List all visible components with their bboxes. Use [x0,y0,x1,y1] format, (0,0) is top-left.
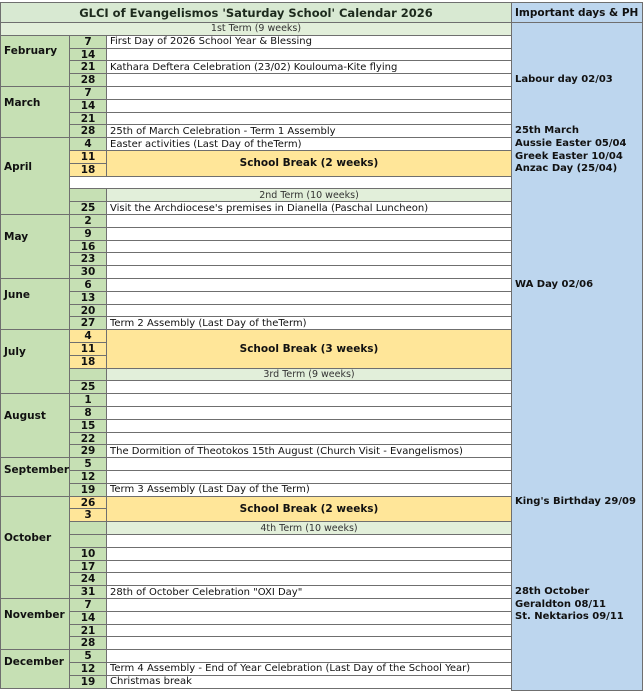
week-event [106,649,512,663]
week-date: 14 [69,48,107,62]
term-header: 2nd Term (10 weeks) [106,188,512,202]
week-event [106,214,512,228]
week-date: 14 [69,99,107,113]
week-date: 28 [69,636,107,650]
week-date: 21 [69,112,107,126]
week-event [106,636,512,650]
important-day: St. Nektarios 09/11 [515,611,624,623]
week-event [106,291,512,305]
important-day: 28th October [515,585,590,597]
week-date: 15 [69,419,107,433]
week-date: 8 [69,406,107,420]
week-date: 7 [69,86,107,100]
week-date: 29 [69,444,107,458]
week-event: Term 4 Assembly - End of Year Celebration (Last Day of the School Year) [106,662,512,676]
week-date [69,534,107,548]
week-date: 1 [69,393,107,407]
week-event [106,227,512,241]
week-event [106,278,512,292]
important-day: WA Day 02/06 [515,278,594,290]
week-date: 25 [69,201,107,215]
week-date: 28 [69,73,107,87]
calendar-title: GLCI of Evangelismos 'Saturday School' Calendar 2026 [0,2,512,23]
week-date: 10 [69,547,107,561]
week-date: 13 [69,291,107,305]
important-day: 25th March [515,124,579,136]
week-event [106,560,512,574]
week-date: 2 [69,214,107,228]
week-event: Kathara Deftera Celebration (23/02) Koulouma-Kite flying [106,60,512,74]
month-label: August [0,393,70,458]
break-date: 11 [69,342,107,356]
month-label: September [0,457,70,496]
week-event: Visit the Archdiocese's premises in Dianella (Paschal Luncheon) [106,201,512,215]
week-date: 22 [69,432,107,446]
break-date: 26 [69,496,107,510]
week-event [106,48,512,62]
week-date: 27 [69,316,107,330]
week-date: 17 [69,560,107,574]
break-date: 11 [69,150,107,164]
week-event [106,252,512,266]
week-date: 7 [69,598,107,612]
term-header: 4th Term (10 weeks) [106,521,512,535]
month-label: July [0,329,70,394]
week-event [106,470,512,484]
week-event [106,457,512,471]
school-break: School Break (2 weeks) [106,496,512,523]
term-date-spacer [69,521,107,535]
school-break: School Break (3 weeks) [106,329,512,368]
term-date-spacer [69,188,107,202]
break-date: 18 [69,163,107,177]
week-event [106,572,512,586]
week-event [106,304,512,318]
week-event: Easter activities (Last Day of theTerm) [106,137,512,151]
week-event [106,611,512,625]
week-event [106,112,512,126]
week-date: 19 [69,675,107,689]
week-date: 9 [69,227,107,241]
week-event [106,86,512,100]
week-event [106,598,512,612]
week-date: 5 [69,457,107,471]
month-label: June [0,278,70,330]
week-date: 7 [69,35,107,49]
week-event: The Dormition of Theotokos 15th August (Church Visit - Evangelismos) [106,444,512,458]
week-date: 30 [69,265,107,279]
week-event [106,73,512,87]
important-day: King's Birthday 29/09 [515,496,636,508]
week-date: 14 [69,611,107,625]
important-day: Aussie Easter 05/04 [515,137,627,149]
important-day: Geraldton 08/11 [515,598,606,610]
break-date: 18 [69,355,107,369]
week-event: Term 3 Assembly (Last Day of the Term) [106,483,512,497]
month-label: March [0,86,70,138]
week-date: 21 [69,60,107,74]
month-label: December [0,649,70,688]
week-date: 25 [69,380,107,394]
week-event [106,265,512,279]
important-day: Anzac Day (25/04) [515,163,618,175]
week-date: 12 [69,470,107,484]
week-date: 24 [69,572,107,586]
week-event: 28th of October Celebration "OXI Day" [106,585,512,599]
week-date: 20 [69,304,107,318]
week-event [106,406,512,420]
week-date: 16 [69,240,107,254]
term-date-spacer [69,368,107,382]
term-header: 3rd Term (9 weeks) [106,368,512,382]
week-event: 25th of March Celebration - Term 1 Assembly [106,124,512,138]
break-date: 3 [69,508,107,522]
important-days-header: Important days & PH [511,2,643,23]
week-date: 12 [69,662,107,676]
week-event [106,380,512,394]
week-event [106,393,512,407]
week-event [106,99,512,113]
week-event [106,534,512,548]
month-label: October [0,496,70,599]
week-date: 19 [69,483,107,497]
school-break: School Break (2 weeks) [106,150,512,177]
month-label: February [0,35,70,87]
week-event: Term 2 Assembly (Last Day of theTerm) [106,316,512,330]
week-event [106,624,512,638]
week-date: 6 [69,278,107,292]
month-label: May [0,214,70,279]
week-event [106,240,512,254]
month-label: April [0,137,70,215]
week-event: Christmas break [106,675,512,689]
week-date: 28 [69,124,107,138]
week-date: 23 [69,252,107,266]
month-label: November [0,598,70,650]
break-date: 4 [69,329,107,343]
week-date: 31 [69,585,107,599]
week-event: First Day of 2026 School Year & Blessing [106,35,512,49]
week-date: 21 [69,624,107,638]
week-event [106,547,512,561]
important-day: Greek Easter 10/04 [515,150,623,162]
week-event [106,419,512,433]
week-date: 4 [69,137,107,151]
important-day: Labour day 02/03 [515,73,613,85]
week-date: 5 [69,649,107,663]
term-header: 1st Term (9 weeks) [0,22,512,36]
week-event [106,432,512,446]
